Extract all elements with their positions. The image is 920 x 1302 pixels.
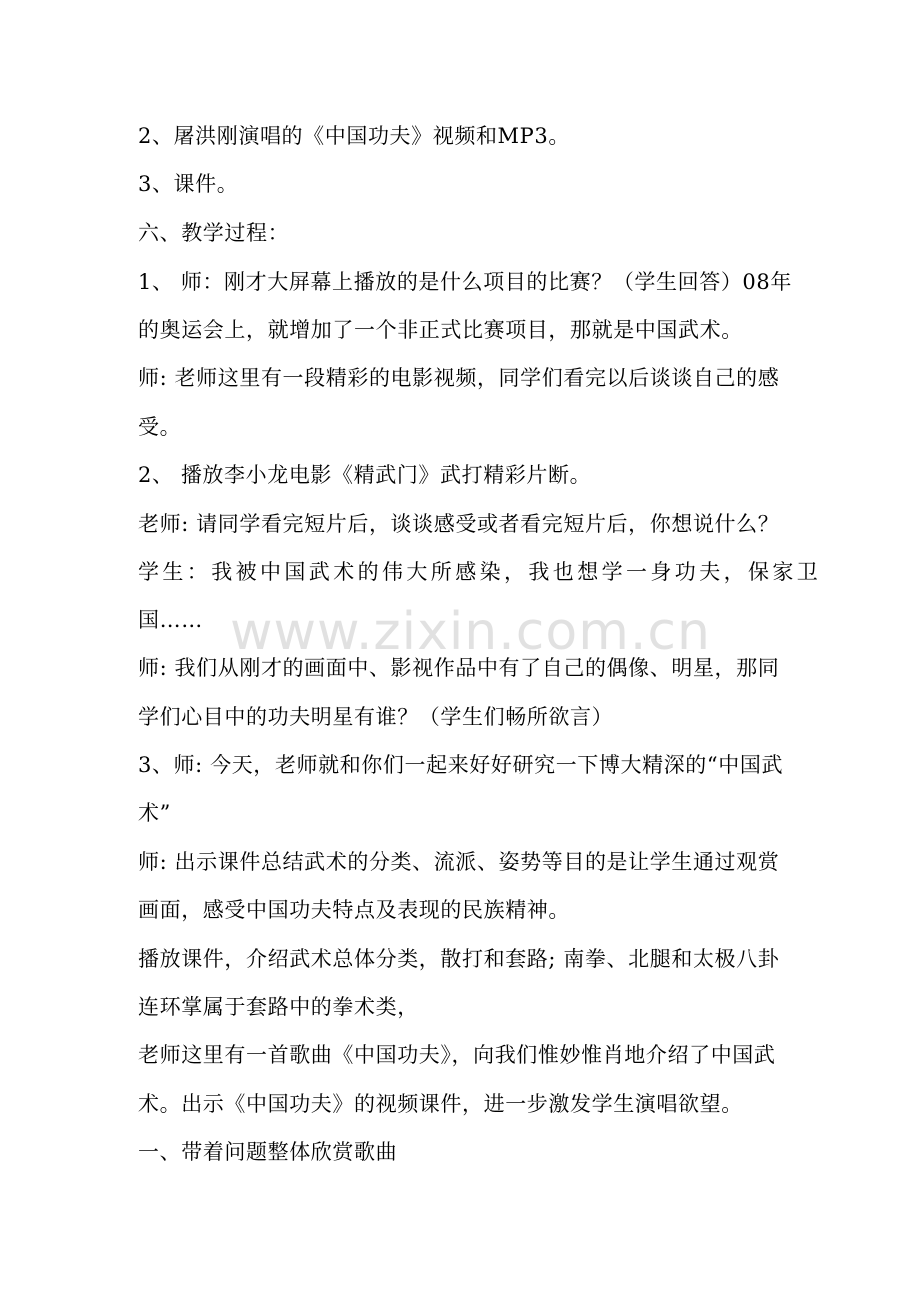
text-line: 1、 师：刚才大屏幕上播放的是什么项目的比赛？（学生回答）08年	[138, 270, 792, 294]
text-line: 3、课件。	[138, 172, 239, 196]
text-line: 3、师: 今天，老师就和你们一起来好好研究一下博大精深的“中国武	[138, 753, 784, 777]
section-heading: 一、带着问题整体欣赏歌曲	[138, 1140, 398, 1164]
text-line: 画面，感受中国功夫特点及表现的民族精神。	[138, 898, 570, 922]
text-line: 学们心目中的功夫明星有谁？（学生们畅所欲言）	[138, 705, 614, 729]
text-line: 老师这里有一首歌曲《中国功夫》，向我们惟妙惟肖地介绍了中国武	[138, 1043, 776, 1067]
text-line: 连环掌属于套路中的拳术类，	[138, 995, 419, 1019]
text-line: 术。出示《中国功夫》的视频课件，进一步激发学生演唱欲望。	[138, 1092, 743, 1116]
text-line: 2、屠洪刚演唱的《中国功夫》视频和MP3。	[138, 124, 570, 148]
section-heading: 六、教学过程：	[138, 221, 290, 245]
text-line: 师: 老师这里有一段精彩的电影视频，同学们看完以后谈谈自己的感	[138, 366, 780, 390]
text-line: 师: 我们从刚才的画面中、影视作品中有了自己的偶像、明星，那同	[138, 656, 780, 680]
text-line: 受。	[138, 415, 182, 439]
text-line: 国……	[138, 608, 203, 632]
text-line: 播放课件，介绍武术总体分类，散打和套路; 南拳、北腿和太极八卦	[138, 947, 780, 971]
text-line: 学生：我被中国武术的伟大所感染，我也想学一身功夫，保家卫	[138, 560, 822, 584]
text-line: 老师: 请同学看完短片后，谈谈感受或者看完短片后，你想说什么？	[138, 512, 780, 536]
text-line: 2、 播放李小龙电影《精武门》武打精彩片断。	[138, 463, 592, 487]
text-line: 术”	[138, 801, 171, 825]
text-line: 的奥运会上，就增加了一个非正式比赛项目，那就是中国武术。	[138, 318, 743, 342]
text-line: 师: 出示课件总结武术的分类、流派、姿势等目的是让学生通过观赏	[138, 850, 780, 874]
watermark: www.zixin.com.cn	[230, 602, 711, 662]
